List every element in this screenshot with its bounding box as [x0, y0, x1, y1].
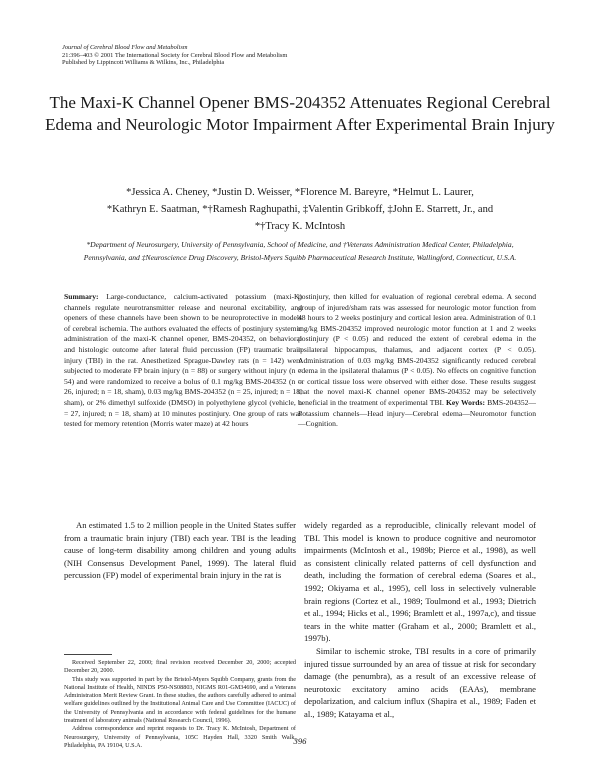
author-list [60, 184, 540, 235]
abstract-column-right [298, 292, 536, 430]
body-column-left [64, 519, 296, 582]
footnote-address: Address correspondence and reprint requests to Dr. Tracy K. McIntosh, Department of Neurosurgery, University of Pennsylvania, 105C Hayden Hall, 3320 Smith Walk, Philadelphia, PA 19104, U.S.A. [64, 725, 296, 749]
abstract-text: Large-conductance, calcium-activated potassium (maxi-K) channels regulate neurotransmitter release and neuronal excitability, and openers of these channels have been shown to be neuroprotective in models of cerebral ischemia. The authors evaluated the effects of postinjury systemic administration of the maxi-K channel opener, BMS-204352, on behavioral and histologic outcome after lateral fluid percussion (FP) traumatic brain injury (TBI) in the rat. Anesthetized Sprague-Dawley rats (n = 142) were subjected to moderate FP brain injury (n = 88) or surgery without injury (n = 54) and were randomized to receive a bolus of 0.1 mg/kg BMS-204352 (n = 26, injured; n = 18, sham), 0.03 mg/kg BMS-204352 (n = 25, injured; n = 18, sham), or 2% dimethyl sulfoxide (DMSO) in polyethylene glycol (vehicle, n = 27, injured; n = 18, sham) at 10 minutes postinjury. One group of rats was tested for memory retention (Morris water maze) at 42 hours [64, 292, 302, 429]
journal-name: Journal of Cerebral Blood Flow and Metabolism [62, 44, 188, 51]
article-title: The Maxi-K Channel Opener BMS-204352 Attenuates Regional Cerebral Edema and Neurologic Motor Impairment After Experimental Brain Injury [45, 93, 555, 134]
abstract-label: Summary: [64, 292, 99, 301]
footnote-support: This study was supported in part by the Bristol-Myers Squibb Company, grants from the National Institute of Health, NINDS P50-NS08803, NIGMS R01-GM34690, and a Veterans Administration Merit Review Grant. In these studies, the authors carefully adhered to animal welfare guidelines outlined by the Institutional Animal Care and Use Committee (IACUC) of the University of Pennsylvania and in accordance with federal guidelines for the humane treatment of laboratory animals (National Research Council, 1996). [64, 675, 296, 725]
paragraph: Similar to ischemic stroke, TBI results in a core of primarily injured tissue surrounded by an area of tissue at risk for secondary damage (the penumbra), as a result of an excessive release of neurotoxic excitatory amino acids (EAAs), membrane depolarization, and calcium influx (Shapira et al., 1989; Faden et al., 1989; Katayama et al., [304, 645, 536, 719]
paragraph: widely regarded as a reproducible, clinically relevant model of TBI. This model is known to produce cognitive and neuromotor impairments (McIntosh et al., 1989b; Pierce et al., 1998), as well as consistent clinically related patterns of cell dysfunction and death, including the formation of cerebral edema (Soares et al., 1992; Okiyama et al., 1995), cell loss in selectively vulnerable brain regions (Cortez et al., 1989; Toulmond et al., 1993; Dietrich et al., 1994; Hicks et al., 1996; Bramlett et al., 1997a,c), and tissue tears in the white matter (Graham et al., 2000; Bramlett et al., 1997b). [304, 520, 536, 644]
author-line: *Jessica A. Cheney, *Justin D. Weisser, *Florence M. Bareyre, *Helmut L. Laurer, [126, 187, 474, 198]
author-line: *Kathryn E. Saatman, *†Ramesh Raghupathi, ‡Valentin Gribkoff, ‡John E. Starrett, Jr., and [106, 204, 494, 215]
affiliations: *Department of Neurosurgery, University of Pennsylvania, School of Medicine, and †Veterans Administration Medical Center, Philadelphia, Pennsylvania, and ‡Neuroscience Drug Discovery, Bristol-Myers Squibb Pharmaceutical Research Institute, Wallingford, Connecticut, U.S.A. [83, 240, 517, 262]
author-line: *†Tracy K. McIntosh [254, 221, 346, 232]
body-column-right [304, 519, 536, 721]
abstract-text: postinjury, then killed for evaluation of regional cerebral edema. A second group of injured/sham rats was assessed for neurologic motor function from 48 hours to 2 weeks postinjury and cortical lesion area. Administration of 0.1 mg/kg BMS-204352 improved neurologic motor function at 1 and 2 weeks postinjury (P < 0.05) and reduced the extent of cerebral edema in the ipsilateral hippocampus, thalamus, and adjacent cortex (P < 0.05). Administration of 0.03 mg/kg BMS-204352 significantly reduced cerebral edema in the ipsilateral thalamus (P < 0.05). No effects on cognitive function or cortical tissue loss were observed with either dose. These results suggest that the novel maxi-K channel opener BMS-204352 may be selectively beneficial in the treatment of experimental TBI. [298, 292, 536, 407]
abstract-column-left [64, 292, 302, 430]
paragraph: An estimated 1.5 to 2 million people in the United States suffer from a traumatic brain injury (TBI) each year. TBI is the leading cause of long-term disability among children and young adults (NIH Consensus Development Panel, 1999). The lateral fluid percussion (FP) model of experimental brain injury in the rat is [64, 520, 296, 581]
keywords-label: Key Words: [446, 397, 486, 407]
page-number: 396 [293, 736, 307, 746]
footnote-divider [64, 654, 112, 655]
footnote-received: Received September 22, 2000; final revision received December 20, 2000; accepted December 20, 2000. [64, 659, 296, 675]
journal-header [62, 44, 542, 67]
journal-publisher: Published by Lippincott Williams & Wilkins, Inc., Philadelphia [62, 59, 225, 67]
keywords: BMS-204352—Potassium channels—Head injury—Cerebral edema—Neuromotor function—Cognition. [298, 397, 537, 429]
journal-citation: 21:396–403 © 2001 The International Society for Cerebral Blood Flow and Metabolism [62, 51, 288, 59]
